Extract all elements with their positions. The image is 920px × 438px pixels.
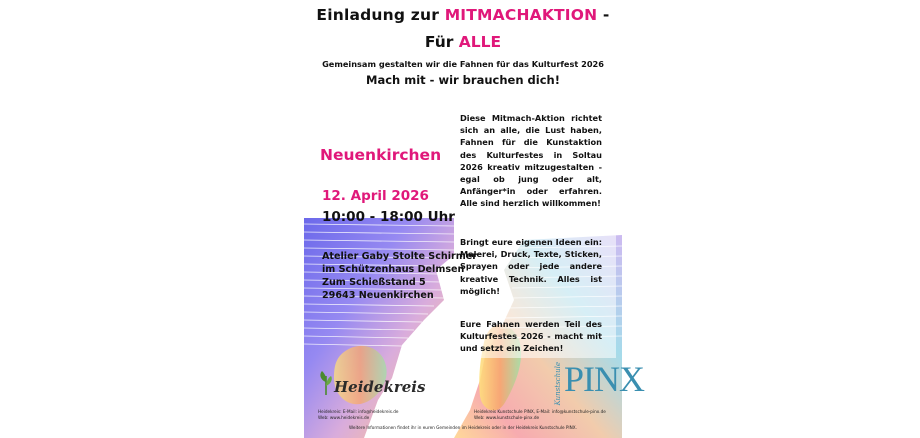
- address-line: 29643 Neuenkirchen: [322, 290, 434, 301]
- footer-left-email: Heidekreis: E-Mail: info@heidekreis.de: [318, 409, 399, 414]
- description-paragraph-1: Diese Mitmach-Aktion richtet sich an alle, die Lust haben, Fahnen für die Kunstaktion des Kulturfestes in Soltau 2026 kreativ mitzugestalten - egal ob jung oder alt, Anfänger*in oder erfahren. Alle sind herzlich willkommen!: [460, 113, 602, 209]
- pinx-logo: PINX: [564, 359, 645, 399]
- description-paragraph-2: Bringt eure eigenen Ideen ein: Malerei, Druck, Texte, Sticken, Sprayen oder jede andere kreative Technik. Alles ist möglich!: [460, 237, 602, 296]
- title-line-1: Einladung zur MITMACHAKTION -: [316, 6, 610, 24]
- tagline: Mach mit - wir brauchen dich!: [366, 73, 560, 87]
- title-line-2: Für ALLE: [424, 33, 502, 51]
- footer-right-email: Heidekreis Kunstschule PINX, E-Mail: info@kunstschule-pinx.de: [474, 409, 606, 414]
- flyer: [304, 0, 645, 438]
- event-time: 10:00 - 18:00 Uhr: [322, 209, 455, 225]
- kunstschule-logo-sub: Kunstschule: [554, 362, 562, 406]
- title-highlight: MITMACHAKTION: [444, 6, 598, 24]
- description-paragraph-3: Eure Fahnen werden Teil des Kulturfestes 2026 - macht mit und setzt ein Zeichen!: [460, 319, 602, 354]
- event-place: Neuenkirchen: [320, 146, 442, 164]
- subtitle: Gemeinsam gestalten wir die Fahnen für das Kulturfest 2026: [322, 59, 604, 69]
- footer-note: Weitere Informationen findet ihr in euren Gemeinden im Heidekreis oder in der Heidekreis Kunstschule PINX.: [349, 425, 577, 430]
- footer-right: [474, 409, 606, 421]
- address-line: Zum Schießstand 5: [322, 277, 426, 288]
- heidekreis-logo: Heidekreis: [334, 378, 426, 396]
- address-line: im Schützenhaus Delmsen: [322, 264, 465, 275]
- footer-left: [318, 409, 398, 421]
- footer-right-web: Web: www.kunstschule-pinx.de: [474, 415, 540, 420]
- address-line: Atelier Gaby Stolte Schirmer: [322, 251, 477, 262]
- footer-left-web: Web: www.heidekreis.de: [318, 415, 370, 420]
- event-date: 12. April 2026: [322, 188, 429, 204]
- title-highlight-alle: ALLE: [458, 33, 502, 51]
- leaf-icon: [318, 370, 334, 396]
